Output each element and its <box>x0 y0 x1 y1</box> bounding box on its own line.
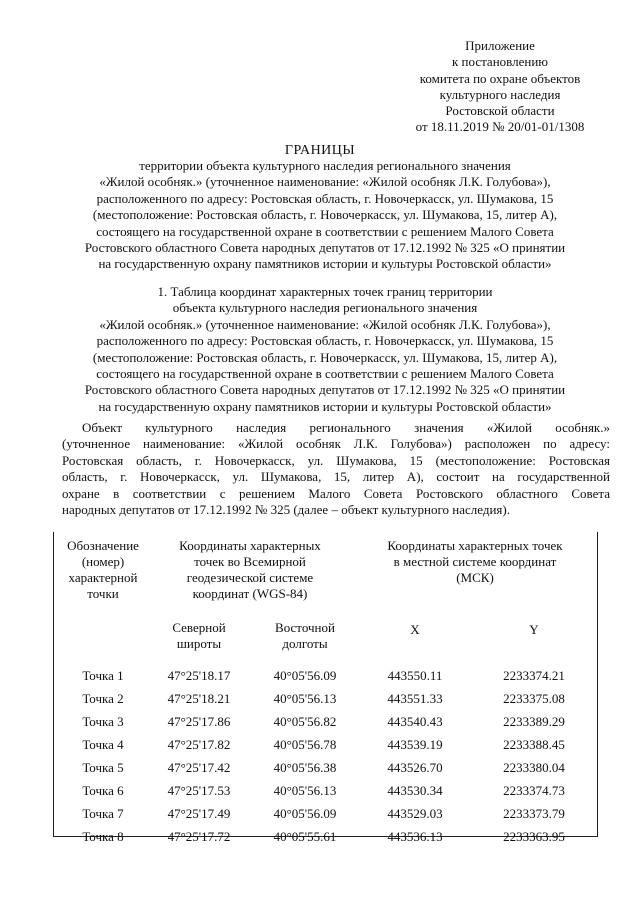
table-row <box>62 710 594 733</box>
latitude-cell: 47°25'17.42 <box>167 759 231 775</box>
document-subtitle <box>40 158 610 273</box>
header-text: Координаты характерных <box>179 538 321 553</box>
y-cell: 2233374.21 <box>503 667 565 683</box>
appendix-line: Приложение <box>465 38 535 53</box>
header-wgs84 <box>144 532 356 620</box>
header-text: характерной <box>68 570 138 585</box>
appendix-line: от 18.11.2019 № 20/01-01/1308 <box>415 119 585 135</box>
paragraph-line: Объект культурного наследия регионального значения «Жилой особняк.» <box>82 420 610 435</box>
table-row <box>62 756 594 779</box>
section-line: (местоположение: Ростовская область, г. Новочеркасск, ул. Шумакова, 15, литер А), <box>92 349 558 365</box>
x-cell: 443551.33 <box>387 690 443 706</box>
header-msk <box>356 532 594 620</box>
point-cell: Точка 3 <box>82 713 124 729</box>
y-cell: 2233389.29 <box>503 713 565 729</box>
x-cell: 443529.03 <box>387 805 443 821</box>
table-border-left <box>53 532 54 837</box>
appendix-line: Ростовской области <box>445 103 555 119</box>
paragraph-line: область, г. Новочеркасск, ул. Шумакова, 15, литер А), состоит на государственной <box>62 469 610 485</box>
section-line: 1. Таблица координат характерных точек границ территории <box>157 284 493 299</box>
section-line: состоящего на государственной охране в соответствии с решением Малого Совета <box>96 366 554 382</box>
subheader-text: Восточной <box>275 620 335 635</box>
header-designation <box>62 532 144 620</box>
point-cell: Точка 6 <box>82 782 124 798</box>
longitude-cell: 40°05'56.09 <box>273 667 337 683</box>
point-cell: Точка 7 <box>82 805 124 821</box>
header-text: Координаты характерных точек <box>387 538 563 553</box>
x-cell: 443530.34 <box>387 782 443 798</box>
y-cell: 2233375.08 <box>503 690 565 706</box>
coordinates-table <box>62 532 594 848</box>
subheader-x: X <box>410 622 420 637</box>
appendix-header <box>380 38 620 136</box>
table-subheader-row <box>62 620 594 664</box>
y-cell: 2233380.04 <box>503 759 565 775</box>
paragraph-line: народных депутатов от 17.12.1992 № 325 (далее – объект культурного наследия). <box>62 502 510 518</box>
latitude-cell: 47°25'17.49 <box>167 805 231 821</box>
table-row <box>62 802 594 825</box>
y-cell: 2233373.79 <box>503 805 565 821</box>
section-line: на государственную охрану памятников истории и культуры Ростовской области» <box>98 398 552 414</box>
subheader-north <box>144 620 254 664</box>
y-cell: 2233388.45 <box>503 736 565 752</box>
table-row <box>62 779 594 802</box>
subtitle-line: на государственную охрану памятников истории и культуры Ростовской области» <box>98 256 552 272</box>
x-cell: 443550.11 <box>387 667 443 683</box>
longitude-cell: 40°05'56.82 <box>273 713 337 729</box>
subheader-y: Y <box>529 622 539 637</box>
point-cell: Точка 1 <box>82 667 124 683</box>
paragraph-line: (уточненное наименование: «Жилой особняк Л.К. Голубова») расположен по адресу: <box>62 436 610 452</box>
x-cell: 443539.19 <box>387 736 443 752</box>
appendix-line: комитета по охране объектов <box>419 70 581 86</box>
header-text: точек во Всемирной <box>194 554 306 569</box>
longitude-cell: 40°05'56.78 <box>273 736 337 752</box>
subheader-text: широты <box>176 636 222 651</box>
longitude-cell: 40°05'56.09 <box>273 805 337 821</box>
y-cell: 2233374.73 <box>503 782 565 798</box>
longitude-cell: 40°05'56.13 <box>273 690 337 706</box>
header-text: (номер) <box>81 554 125 569</box>
latitude-cell: 47°25'17.82 <box>167 736 231 752</box>
latitude-cell: 47°25'18.21 <box>167 690 231 706</box>
point-cell: Точка 8 <box>82 828 124 844</box>
longitude-cell: 40°05'56.13 <box>273 782 337 798</box>
subtitle-line: (местоположение: Ростовская область, г. Новочеркасск, ул. Шумакова, 15, литер А), <box>92 207 558 223</box>
longitude-cell: 40°05'55.61 <box>273 828 337 844</box>
latitude-cell: 47°25'17.86 <box>167 713 231 729</box>
document-title: ГРАНИЦЫ <box>284 143 356 158</box>
y-cell: 2233363.95 <box>503 828 565 844</box>
header-text: в местной системе координат <box>393 554 557 569</box>
latitude-cell: 47°25'17.72 <box>167 828 231 844</box>
paragraph-line: охране в соответствии с решением Малого Совета Ростовского областного Совета <box>62 485 610 501</box>
subtitle-line: территории объекта культурного наследия регионального значения <box>139 158 511 173</box>
subheader-text: долготы <box>282 636 328 651</box>
latitude-cell: 47°25'18.17 <box>167 667 231 683</box>
x-cell: 443526.70 <box>387 759 443 775</box>
point-cell: Точка 5 <box>82 759 124 775</box>
header-text: координат (WGS-84) <box>192 586 308 601</box>
table-row <box>62 825 594 848</box>
header-text: Обозначение <box>67 538 139 553</box>
header-text: геодезической системе <box>186 570 314 585</box>
point-cell: Точка 4 <box>82 736 124 752</box>
subtitle-line: Ростовского областного Совета народных депутатов от 17.12.1992 № 325 «О принятии <box>84 240 566 256</box>
subheader-east <box>254 620 356 664</box>
table-header-row <box>62 532 594 620</box>
table-row <box>62 733 594 756</box>
subheader-text: Северной <box>172 620 226 635</box>
subheader-empty <box>62 620 144 664</box>
subtitle-line: «Жилой особняк.» (уточненное наименование: «Жилой особняк Л.К. Голубова»), <box>99 174 551 190</box>
subtitle-line: расположенного по адресу: Ростовская область, г. Новочеркасск, ул. Шумакова, 15 <box>96 190 554 206</box>
section-line: Ростовского областного Совета народных депутатов от 17.12.1992 № 325 «О принятии <box>84 382 566 398</box>
latitude-cell: 47°25'17.53 <box>167 782 231 798</box>
x-cell: 443536.13 <box>387 828 443 844</box>
longitude-cell: 40°05'56.38 <box>273 759 337 775</box>
table-border-right <box>597 532 598 837</box>
subtitle-line: состоящего на государственной охране в соответствии с решением Малого Совета <box>96 223 554 239</box>
point-cell: Точка 2 <box>82 690 124 706</box>
paragraph-line: Ростовская область, г. Новочеркасск, ул. Шумакова, 15 (местоположение: Ростовская <box>62 452 610 468</box>
table-row <box>62 664 594 687</box>
section-line: расположенного по адресу: Ростовская область, г. Новочеркасск, ул. Шумакова, 15 <box>96 333 554 349</box>
appendix-line: к постановлению <box>451 54 549 70</box>
table-body <box>62 664 594 848</box>
section-line: «Жилой особняк.» (уточненное наименование: «Жилой особняк Л.К. Голубова»), <box>99 316 551 332</box>
description-paragraph <box>62 420 610 518</box>
table-row <box>62 687 594 710</box>
appendix-line: культурного наследия <box>439 86 561 102</box>
x-cell: 443540.43 <box>387 713 443 729</box>
header-text: точки <box>87 586 119 601</box>
header-text: (МСК) <box>456 570 494 585</box>
section-1-heading <box>40 284 610 415</box>
section-line: объекта культурного наследия регионального значения <box>172 300 478 316</box>
